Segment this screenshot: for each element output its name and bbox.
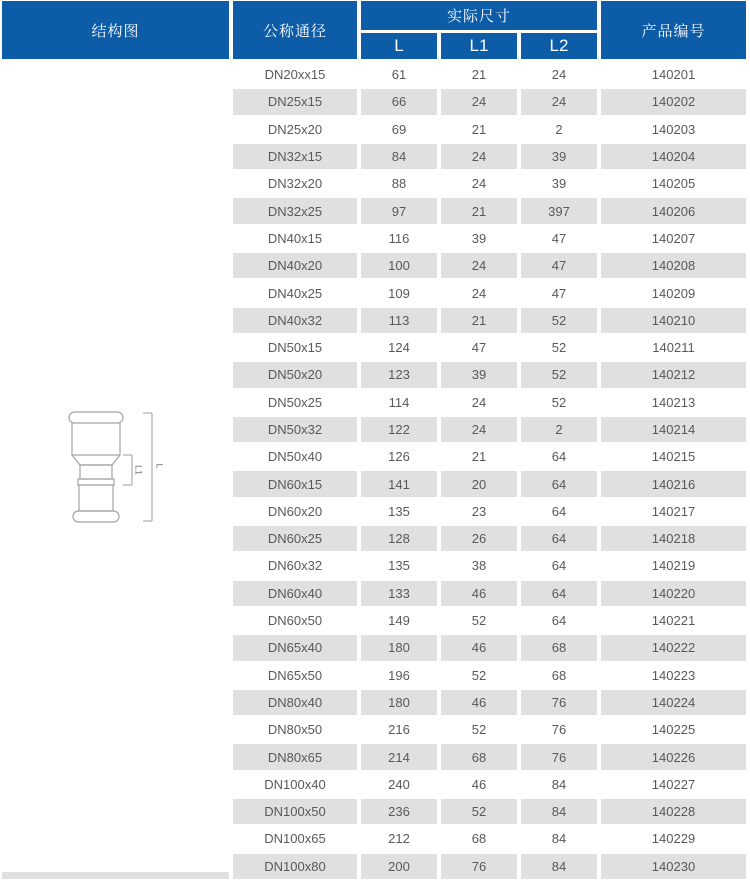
dimension-L2-cell: 397 xyxy=(521,198,597,223)
dimension-L2-cell: 84 xyxy=(521,772,597,797)
dimension-L2-cell: 2 xyxy=(521,417,597,442)
nominal-diameter-cell: DN40x32 xyxy=(233,308,357,333)
dimension-L2-cell: 64 xyxy=(521,444,597,469)
dimension-label-L: L xyxy=(154,463,165,469)
dimension-L1-cell: 24 xyxy=(441,390,517,415)
dimension-L1-cell: 21 xyxy=(441,198,517,223)
dimension-L2-cell: 47 xyxy=(521,253,597,278)
nominal-diameter-cell: DN50x25 xyxy=(233,390,357,415)
dimension-L2-cell: 52 xyxy=(521,308,597,333)
table-header xyxy=(2,1,748,59)
product-code-cell: 140208 xyxy=(601,253,746,278)
nominal-diameter-cell: DN100x50 xyxy=(233,799,357,824)
column-header-structure: 结构图 xyxy=(2,1,229,59)
nominal-diameter-cell: DN80x65 xyxy=(233,744,357,769)
dimension-L2-cell: 64 xyxy=(521,608,597,633)
dimension-L2-cell: 39 xyxy=(521,144,597,169)
dimension-L2-cell: 47 xyxy=(521,280,597,305)
product-code-cell: 140211 xyxy=(601,335,746,360)
column-header-product-code: 产品编号 xyxy=(601,1,746,59)
dimension-L1-cell: 24 xyxy=(441,280,517,305)
product-code-cell: 140225 xyxy=(601,717,746,742)
dimension-L1-cell: 52 xyxy=(441,608,517,633)
product-code-cell: 140214 xyxy=(601,417,746,442)
dimension-L-cell: 236 xyxy=(361,799,437,824)
dimension-L1-cell: 23 xyxy=(441,499,517,524)
nominal-diameter-cell: DN60x40 xyxy=(233,581,357,606)
table-body xyxy=(2,62,748,879)
dimension-L1-cell: 46 xyxy=(441,690,517,715)
dimension-L1-cell: 24 xyxy=(441,171,517,196)
dimension-L-cell: 124 xyxy=(361,335,437,360)
dimension-L1-cell: 24 xyxy=(441,417,517,442)
dimension-L1-cell: 21 xyxy=(441,62,517,87)
dimension-L-cell: 100 xyxy=(361,253,437,278)
product-code-cell: 140229 xyxy=(601,826,746,851)
dimension-L1-cell: 52 xyxy=(441,663,517,688)
product-code-cell: 140212 xyxy=(601,362,746,387)
dimension-L1-cell: 46 xyxy=(441,635,517,660)
dimension-L2-cell: 84 xyxy=(521,799,597,824)
nominal-diameter-cell: DN50x32 xyxy=(233,417,357,442)
nominal-diameter-cell: DN80x50 xyxy=(233,717,357,742)
dimension-L1-cell: 46 xyxy=(441,772,517,797)
dimension-L2-cell: 64 xyxy=(521,499,597,524)
product-code-cell: 140228 xyxy=(601,799,746,824)
product-code-cell: 140202 xyxy=(601,89,746,114)
dimension-L-cell: 149 xyxy=(361,608,437,633)
dimension-L2-cell: 68 xyxy=(521,663,597,688)
dimension-L1-cell: 46 xyxy=(441,581,517,606)
nominal-diameter-cell: DN32x15 xyxy=(233,144,357,169)
nominal-diameter-cell: DN65x50 xyxy=(233,663,357,688)
nominal-diameter-cell: DN40x25 xyxy=(233,280,357,305)
product-code-cell: 140201 xyxy=(601,62,746,87)
column-header-nominal-diameter: 公称通径 xyxy=(233,1,357,59)
nominal-diameter-cell: DN25x20 xyxy=(233,117,357,142)
nominal-diameter-cell: DN50x20 xyxy=(233,362,357,387)
product-code-cell: 140213 xyxy=(601,390,746,415)
product-code-cell: 140220 xyxy=(601,581,746,606)
product-code-cell: 140203 xyxy=(601,117,746,142)
dimension-L2-cell: 47 xyxy=(521,226,597,251)
dimension-L-cell: 123 xyxy=(361,362,437,387)
dimension-L1-cell: 20 xyxy=(441,471,517,496)
dimension-L2-cell: 52 xyxy=(521,362,597,387)
dimension-L-cell: 196 xyxy=(361,663,437,688)
product-code-cell: 140205 xyxy=(601,171,746,196)
column-header-L: L xyxy=(361,33,437,59)
dimension-L-cell: 69 xyxy=(361,117,437,142)
dimension-L-cell: 113 xyxy=(361,308,437,333)
dimension-L2-cell: 68 xyxy=(521,635,597,660)
dimension-L1-cell: 39 xyxy=(441,226,517,251)
product-code-cell: 140217 xyxy=(601,499,746,524)
dimension-L1-cell: 24 xyxy=(441,89,517,114)
dimension-L1-cell: 21 xyxy=(441,117,517,142)
dimension-L2-cell: 24 xyxy=(521,62,597,87)
dimension-L1-cell: 68 xyxy=(441,826,517,851)
dimension-L2-cell: 52 xyxy=(521,335,597,360)
dimension-L-cell: 114 xyxy=(361,390,437,415)
dimension-L-cell: 135 xyxy=(361,499,437,524)
narrow-cylinder xyxy=(80,465,112,479)
dimension-L1-cell: 24 xyxy=(441,144,517,169)
dimension-L1-cell: 39 xyxy=(441,362,517,387)
dimension-L-cell: 109 xyxy=(361,280,437,305)
nominal-diameter-cell: DN20xx15 xyxy=(233,62,357,87)
column-header-L2: L2 xyxy=(521,33,597,59)
lower-body xyxy=(79,485,113,511)
dimension-L-cell: 216 xyxy=(361,717,437,742)
upper-bell xyxy=(72,423,120,455)
product-code-cell: 140230 xyxy=(601,854,746,879)
product-code-cell: 140209 xyxy=(601,280,746,305)
dimension-L1-cell: 76 xyxy=(441,854,517,879)
nominal-diameter-cell: DN40x15 xyxy=(233,226,357,251)
nominal-diameter-cell: DN40x20 xyxy=(233,253,357,278)
nominal-diameter-cell: DN60x25 xyxy=(233,526,357,551)
nominal-diameter-cell: DN100x80 xyxy=(233,854,357,879)
dimension-L-cell: 212 xyxy=(361,826,437,851)
dimension-label-L1: L1 xyxy=(133,465,144,476)
reducing-coupling-diagram xyxy=(64,407,168,533)
dimension-L2-cell: 84 xyxy=(521,854,597,879)
dimension-L-cell: 180 xyxy=(361,690,437,715)
nominal-diameter-cell: DN80x40 xyxy=(233,690,357,715)
product-code-cell: 140223 xyxy=(601,663,746,688)
dimension-L-cell: 180 xyxy=(361,635,437,660)
dimension-L2-cell: 76 xyxy=(521,690,597,715)
nominal-diameter-cell: DN100x40 xyxy=(233,772,357,797)
dimension-L2-cell: 39 xyxy=(521,171,597,196)
dimension-L1-cell: 52 xyxy=(441,717,517,742)
dimension-L-cell: 97 xyxy=(361,198,437,223)
product-code-cell: 140219 xyxy=(601,553,746,578)
nominal-diameter-cell: DN60x50 xyxy=(233,608,357,633)
dimension-L2-cell: 64 xyxy=(521,553,597,578)
nominal-diameter-cell: DN60x20 xyxy=(233,499,357,524)
dimension-L-cell: 122 xyxy=(361,417,437,442)
product-code-cell: 140218 xyxy=(601,526,746,551)
dimension-L-cell: 133 xyxy=(361,581,437,606)
product-code-cell: 140222 xyxy=(601,635,746,660)
top-rim xyxy=(69,412,123,423)
dimension-L-cell: 240 xyxy=(361,772,437,797)
product-code-cell: 140216 xyxy=(601,471,746,496)
dimension-L-cell: 116 xyxy=(361,226,437,251)
taper xyxy=(72,455,120,465)
product-code-cell: 140221 xyxy=(601,608,746,633)
dimension-L-cell: 84 xyxy=(361,144,437,169)
dimension-L-cell: 214 xyxy=(361,744,437,769)
dimension-L2-cell: 52 xyxy=(521,390,597,415)
dimension-L-cell: 61 xyxy=(361,62,437,87)
dimension-L2-cell: 2 xyxy=(521,117,597,142)
structure-diagram-cell xyxy=(2,62,229,879)
dimension-L2-cell: 76 xyxy=(521,744,597,769)
column-header-L1: L1 xyxy=(441,33,517,59)
dimension-L2-cell: 76 xyxy=(521,717,597,742)
dimension-L1-cell: 68 xyxy=(441,744,517,769)
dimension-L-cell: 66 xyxy=(361,89,437,114)
dimension-L1-cell: 52 xyxy=(441,799,517,824)
dimension-L-cell: 126 xyxy=(361,444,437,469)
nominal-diameter-cell: DN32x25 xyxy=(233,198,357,223)
nominal-diameter-cell: DN50x40 xyxy=(233,444,357,469)
nominal-diameter-cell: DN25x15 xyxy=(233,89,357,114)
dimension-L2-cell: 64 xyxy=(521,581,597,606)
product-code-cell: 140224 xyxy=(601,690,746,715)
dimension-L1-cell: 47 xyxy=(441,335,517,360)
product-code-cell: 140210 xyxy=(601,308,746,333)
dimension-L-cell: 88 xyxy=(361,171,437,196)
dimension-L2-cell: 24 xyxy=(521,89,597,114)
dimension-L1-cell: 38 xyxy=(441,553,517,578)
product-code-cell: 140226 xyxy=(601,744,746,769)
product-code-cell: 140207 xyxy=(601,226,746,251)
dimension-L-cell: 141 xyxy=(361,471,437,496)
dimension-L-cell: 128 xyxy=(361,526,437,551)
nominal-diameter-cell: DN60x15 xyxy=(233,471,357,496)
nominal-diameter-cell: DN50x15 xyxy=(233,335,357,360)
dimension-L1-cell: 24 xyxy=(441,253,517,278)
product-code-cell: 140206 xyxy=(601,198,746,223)
dimension-L2-cell: 64 xyxy=(521,526,597,551)
dimension-L-cell: 135 xyxy=(361,553,437,578)
dimension-L1-cell: 21 xyxy=(441,308,517,333)
bottom-rim xyxy=(73,511,119,522)
dimension-L1-cell: 21 xyxy=(441,444,517,469)
dimension-L2-cell: 84 xyxy=(521,826,597,851)
nominal-diameter-cell: DN65x40 xyxy=(233,635,357,660)
dimension-L2-cell: 64 xyxy=(521,471,597,496)
dimension-L1-cell: 26 xyxy=(441,526,517,551)
nominal-diameter-cell: DN32x20 xyxy=(233,171,357,196)
band-ring xyxy=(78,479,114,485)
nominal-diameter-cell: DN60x32 xyxy=(233,553,357,578)
product-code-cell: 140227 xyxy=(601,772,746,797)
structure-cell-bottom-strip xyxy=(2,872,229,879)
product-code-cell: 140204 xyxy=(601,144,746,169)
product-code-cell: 140215 xyxy=(601,444,746,469)
column-header-actual-size: 实际尺寸 xyxy=(361,1,597,30)
dimension-L-cell: 200 xyxy=(361,854,437,879)
nominal-diameter-cell: DN100x65 xyxy=(233,826,357,851)
